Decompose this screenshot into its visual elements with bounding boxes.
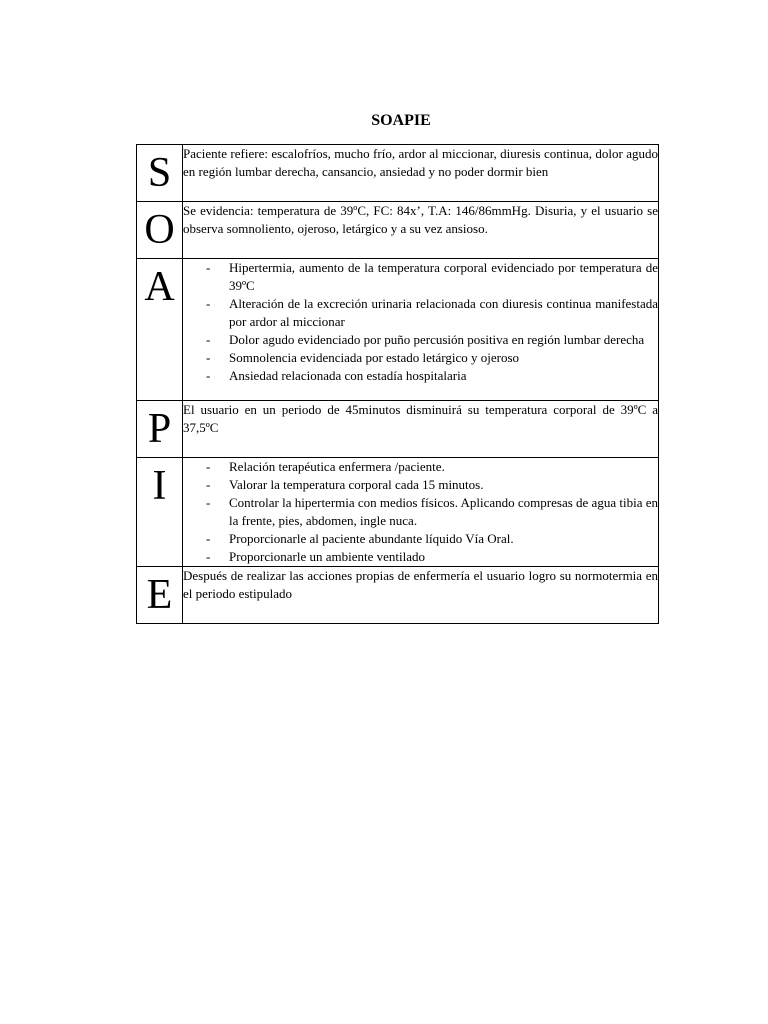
row-content-s bbox=[183, 145, 659, 202]
list-item bbox=[206, 367, 658, 385]
row-content-o bbox=[183, 202, 659, 259]
list-item bbox=[206, 548, 658, 566]
list-dash: - bbox=[206, 459, 211, 474]
list-dash: - bbox=[206, 368, 211, 383]
list-item-text: Somnolencia evidenciada por estado letárgico y ojeroso bbox=[229, 350, 519, 365]
list-dash: - bbox=[206, 296, 211, 311]
objective-text: Se evidencia: temperatura de 39ºC, FC: 84x’, T.A: 146/86mmHg. Disuria, y el usuario se observa somnoliento, ojeroso, letárgico y a su vez ansioso. bbox=[183, 203, 658, 236]
list-dash: - bbox=[206, 531, 211, 546]
list-item bbox=[206, 458, 658, 476]
row-letter-e: E bbox=[137, 567, 183, 624]
row-intervention bbox=[137, 458, 659, 567]
list-item-text: Hipertermia, aumento de la temperatura corporal evidenciado por temperatura de 39ºC bbox=[229, 260, 658, 293]
list-item-text: Proporcionarle al paciente abundante líquido Vía Oral. bbox=[229, 531, 514, 546]
list-item bbox=[206, 494, 658, 530]
row-letter-i: I bbox=[137, 458, 183, 567]
row-letter-s: S bbox=[137, 145, 183, 202]
list-dash: - bbox=[206, 332, 211, 347]
evaluation-text: Después de realizar las acciones propias de enfermería el usuario logro su normotermia en el periodo estipulado bbox=[183, 568, 658, 601]
list-dash: - bbox=[206, 260, 211, 275]
row-letter-a: A bbox=[137, 259, 183, 401]
list-item-text: Alteración de la excreción urinaria relacionada con diuresis continua manifestada por ardor al miccionar bbox=[229, 296, 658, 329]
list-dash: - bbox=[206, 549, 211, 564]
plan-text: El usuario en un periodo de 45minutos disminuirá su temperatura corporal de 39ºC a 37,5ºC bbox=[183, 402, 658, 435]
row-assessment bbox=[137, 259, 659, 401]
list-item bbox=[206, 331, 658, 349]
list-dash: - bbox=[206, 495, 211, 510]
list-item bbox=[206, 530, 658, 548]
row-content-e bbox=[183, 567, 659, 624]
subjective-text: Paciente refiere: escalofríos, mucho frío, ardor al miccionar, diuresis continua, dolor agudo en región lumbar derecha, cansancio, ansiedad y no poder dormir bien bbox=[183, 146, 658, 179]
row-letter-o: O bbox=[137, 202, 183, 259]
list-item bbox=[206, 295, 658, 331]
row-content-p bbox=[183, 401, 659, 458]
list-dash: - bbox=[206, 477, 211, 492]
list-item bbox=[206, 349, 658, 367]
row-subjective bbox=[137, 145, 659, 202]
row-content-a bbox=[183, 259, 659, 401]
list-item-text: Valorar la temperatura corporal cada 15 minutos. bbox=[229, 477, 484, 492]
row-letter-p: P bbox=[137, 401, 183, 458]
row-plan bbox=[137, 401, 659, 458]
list-item-text: Controlar la hipertermia con medios físicos. Aplicando compresas de agua tibia en la frente, pies, abdomen, ingle nuca. bbox=[229, 495, 658, 528]
list-item bbox=[206, 476, 658, 494]
row-objective bbox=[137, 202, 659, 259]
page-title: SOAPIE bbox=[371, 112, 431, 129]
intervention-list bbox=[183, 458, 658, 566]
list-item-text: Ansiedad relacionada con estadía hospitalaria bbox=[229, 368, 467, 383]
list-item-text: Relación terapéutica enfermera /paciente. bbox=[229, 459, 445, 474]
row-content-i bbox=[183, 458, 659, 567]
assessment-list bbox=[183, 259, 658, 385]
soapie-table bbox=[136, 144, 659, 624]
row-evaluation bbox=[137, 567, 659, 624]
list-item-text: Dolor agudo evidenciado por puño percusión positiva en región lumbar derecha bbox=[229, 332, 645, 347]
list-dash: - bbox=[206, 350, 211, 365]
list-item-text: Proporcionarle un ambiente ventilado bbox=[229, 549, 426, 564]
list-item bbox=[206, 259, 658, 295]
